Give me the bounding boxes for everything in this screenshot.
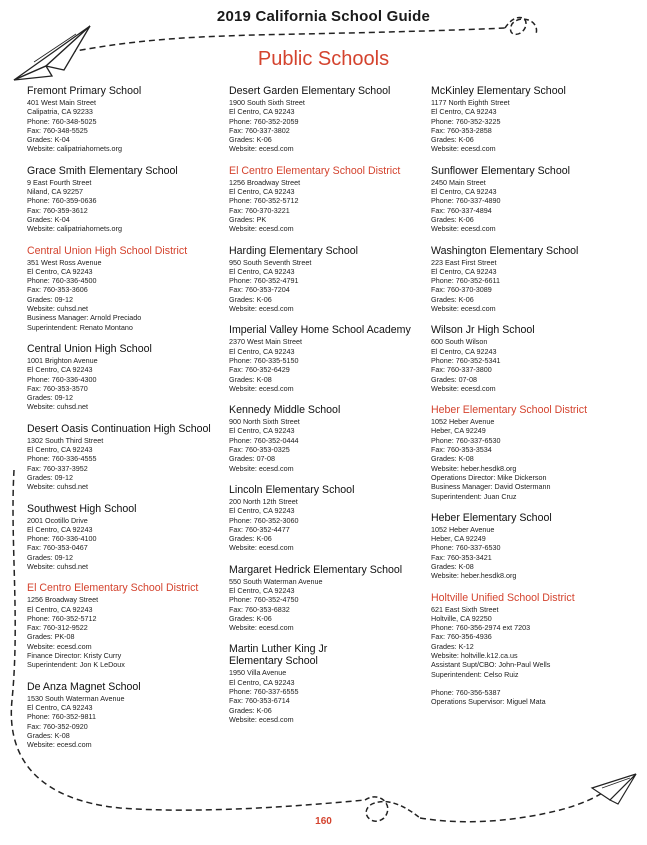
entry-detail-line: 1302 South Third Street: [27, 435, 104, 445]
entry-detail-line: 900 North Sixth Street: [229, 417, 300, 427]
entry-detail-line: El Centro, CA 92243: [229, 266, 295, 276]
entry-detail-line: Fax: 760-370-3221: [229, 205, 290, 215]
entry-detail-line: El Centro, CA 92243: [27, 524, 93, 534]
entry-detail-line: [431, 679, 641, 688]
entry-detail-line: Phone: 760-337-6555: [229, 687, 299, 697]
entry-detail-line: Grades: 07-08: [431, 374, 477, 384]
entry-detail-line: El Centro, CA 92243: [27, 445, 93, 455]
school-entry: [431, 324, 641, 393]
entry-detail-line: 1900 South Sixth Street: [229, 98, 305, 107]
entry-detail-line: Fax: 760-352-0920: [27, 721, 88, 731]
entry-detail-line: Phone: 760-352-9811: [27, 712, 97, 722]
entry-detail-line: Fax: 760-353-3421: [431, 552, 492, 562]
entry-detail-line: Fax: 760-359-3612: [27, 205, 88, 215]
school-entry: [229, 324, 429, 393]
entry-detail-line: Website: calipatriahornets.org: [27, 144, 122, 154]
entry-detail-line: Phone: 760-336-4555: [27, 454, 97, 464]
school-name: Lincoln Elementary School: [229, 483, 355, 496]
entry-detail-line: Phone: 760-356-2974 ext 7203: [431, 623, 531, 633]
entry-detail-line: Business Manager: David Ostermann: [431, 482, 551, 492]
school-entry: [229, 643, 429, 724]
entry-detail-line: Website: ecesd.com: [431, 224, 496, 234]
school-name: Desert Garden Elementary School: [229, 85, 391, 97]
district-name: El Centro Elementary School District: [229, 164, 401, 177]
entry-detail-line: 200 North 12th Street: [229, 496, 298, 506]
entry-detail-line: 351 West Ross Avenue: [27, 257, 102, 267]
entry-detail-line: Website: cuhsd.net: [27, 402, 88, 412]
entry-detail-line: Grades: K-08: [431, 561, 474, 571]
school-entry: [431, 85, 641, 154]
column-2: [229, 85, 429, 735]
school-entry: [229, 404, 429, 473]
entry-detail-line: Website: ecesd.com: [431, 383, 496, 393]
entry-detail-line: Fax: 760-353-0467: [27, 543, 88, 553]
entry-detail-line: Fax: 760-370-3089: [431, 285, 492, 295]
entry-detail-line: Fax: 760-352-6429: [229, 365, 290, 375]
entry-detail-line: Grades: 09-12: [27, 393, 73, 403]
entry-detail-line: Grades: K-08: [431, 454, 474, 464]
entry-detail-line: Grades: K-06: [431, 214, 474, 224]
entry-detail-line: Website: cuhsd.net: [27, 561, 88, 571]
entry-detail-line: 621 East Sixth Street: [431, 604, 499, 614]
entry-detail-line: El Centro, CA 92243: [229, 585, 295, 595]
entry-detail-line: El Centro, CA 92243: [229, 677, 295, 687]
entry-detail-line: 1256 Broadway Street: [229, 177, 301, 187]
column-1: [27, 85, 227, 760]
entry-detail-line: 1052 Heber Avenue: [431, 524, 495, 534]
school-name: Fremont Primary School: [27, 85, 142, 97]
entry-detail-line: Phone: 760-335-5150: [229, 355, 299, 365]
entry-detail-line: Holtville, CA 92250: [431, 613, 492, 623]
school-name: Kennedy Middle School: [229, 404, 341, 417]
entry-detail-line: Phone: 760-336-4500: [27, 276, 97, 286]
entry-detail-line: 2450 Main Street: [431, 177, 486, 187]
school-name: Washington Elementary School: [431, 244, 579, 257]
entry-detail-line: El Centro, CA 92243: [27, 702, 93, 712]
school-name: Desert Oasis Continuation High School: [27, 422, 211, 435]
entry-detail-line: Fax: 760-353-3534: [431, 445, 492, 455]
entry-detail-line: Grades: 07-08: [229, 454, 275, 464]
entry-detail-line: Website: ecesd.com: [229, 224, 294, 234]
entry-detail-line: El Centro, CA 92243: [27, 266, 93, 276]
entry-detail-line: El Centro, CA 92243: [431, 187, 497, 197]
entry-detail-line: Website: holtville.k12.ca.us: [431, 651, 518, 661]
entry-detail-line: Operations Supervisor: Miguel Mata: [431, 697, 546, 707]
school-name: McKinley Elementary School: [431, 85, 566, 97]
entry-detail-line: Fax: 760-353-3606: [27, 285, 88, 295]
school-name: Wilson Jr High School: [431, 324, 535, 337]
entry-detail-line: 550 South Waterman Avenue: [229, 576, 323, 586]
entry-detail-line: 2370 West Main Street: [229, 337, 302, 347]
entry-detail-line: Grades: K-06: [229, 534, 272, 544]
school-entry: [27, 423, 227, 492]
district-name: Holtville Unified School District: [431, 591, 575, 604]
school-entry: [431, 245, 641, 314]
entry-detail-line: Phone: 760-356-5387: [431, 687, 501, 697]
entry-detail-line: Grades: K-04: [27, 214, 70, 224]
guide-title: 2019 California School Guide: [216, 8, 431, 25]
entry-detail-line: El Centro, CA 92243: [229, 506, 295, 516]
entry-detail-line: El Centro, CA 92243: [27, 365, 93, 375]
school-entry: [229, 484, 429, 553]
entry-detail-line: El Centro, CA 92243: [229, 346, 295, 356]
entry-detail-line: El Centro, CA 92243: [431, 346, 497, 356]
entry-detail-line: Phone: 760-336-4300: [27, 374, 97, 384]
entry-detail-line: Website: ecesd.com: [229, 714, 294, 724]
entry-detail-line: Heber, CA 92249: [431, 534, 486, 544]
entry-detail-line: 1052 Heber Avenue: [431, 417, 495, 427]
school-entry: [229, 245, 429, 314]
entry-detail-line: Niland, CA 92257: [27, 187, 83, 197]
entry-detail-line: Grades: K-12: [431, 641, 474, 651]
entry-detail-line: El Centro, CA 92243: [431, 266, 497, 276]
entry-detail-line: Website: ecesd.com: [229, 623, 294, 633]
entry-detail-line: Phone: 760-336-4100: [27, 534, 97, 544]
entry-detail-line: Fax: 760-353-6714: [229, 696, 290, 706]
school-name: Heber Elementary School: [431, 511, 552, 524]
district-entry: [229, 165, 429, 234]
entry-detail-line: Phone: 760-337-6530: [431, 543, 501, 553]
paper-plane-icon-small: [590, 770, 638, 806]
column-3: [431, 85, 641, 718]
entry-detail-line: El Centro, CA 92243: [229, 426, 295, 436]
entry-detail-line: Phone: 760-352-5341: [431, 355, 501, 365]
entry-detail-line: Phone: 760-337-4890: [431, 196, 501, 206]
entry-detail-line: El Centro, CA 92243: [431, 107, 497, 117]
district-entry: [27, 582, 227, 669]
entry-detail-line: 1177 North Eighth Street: [431, 98, 510, 107]
entry-detail-line: Fax: 760-337-3952: [27, 463, 88, 473]
entry-detail-line: Grades: K-06: [431, 294, 474, 304]
entry-detail-line: Fax: 760-337-4894: [431, 205, 492, 215]
entry-detail-line: Fax: 760-353-3570: [27, 383, 88, 393]
entry-detail-line: Website: ecesd.com: [229, 383, 294, 393]
entry-detail-line: Grades: PK-08: [27, 632, 75, 642]
entry-detail-line: Website: cuhsd.net: [27, 304, 88, 314]
entry-detail-line: Website: ecesd.com: [229, 144, 294, 154]
entry-detail-line: Superintendent: Renato Montano: [27, 322, 133, 332]
entry-detail-line: Grades: K-06: [229, 294, 272, 304]
entry-detail-line: Phone: 760-352-3060: [229, 515, 299, 525]
entry-detail-line: Grades: K-08: [27, 730, 70, 740]
entry-detail-line: Phone: 760-348-5025: [27, 116, 97, 126]
entry-detail-line: Website: ecesd.com: [229, 304, 294, 314]
entry-detail-line: Website: ecesd.com: [27, 740, 92, 750]
entry-detail-line: Fax: 760-348-5525: [27, 125, 88, 135]
school-name: Imperial Valley Home School Academy: [229, 324, 411, 337]
entry-detail-line: Phone: 760-352-5712: [27, 613, 97, 623]
entry-detail-line: 1256 Broadway Street: [27, 595, 99, 605]
entry-detail-line: Superintendent: Juan Cruz: [431, 491, 517, 501]
district-name: Central Union High School District: [27, 244, 188, 257]
entry-detail-line: Website: heber.hesdk8.org: [431, 571, 517, 581]
school-entry: [27, 343, 227, 412]
entry-detail-line: 600 South Wilson: [431, 337, 488, 347]
entry-detail-line: Website: calipatriahornets.org: [27, 224, 122, 234]
entry-detail-line: Website: ecesd.com: [229, 463, 294, 473]
district-name: Heber Elementary School District: [431, 404, 588, 417]
entry-detail-line: Superintendent: Jon K LeDoux: [27, 660, 125, 670]
school-name: Martin Luther King Jr Elementary School: [229, 643, 328, 668]
entry-detail-line: Phone: 760-337-6530: [431, 435, 501, 445]
entry-detail-line: Fax: 760-353-0325: [229, 445, 290, 455]
entry-detail-line: Grades: K-06: [229, 613, 272, 623]
school-name: Sunflower Elementary School: [431, 164, 570, 177]
entry-detail-line: Operations Director: Mike Dickerson: [431, 472, 547, 482]
entry-detail-line: Website: cuhsd.net: [27, 482, 88, 492]
school-entry: [27, 503, 227, 572]
entry-detail-line: Fax: 760-353-2858: [431, 125, 492, 135]
entry-detail-line: 2001 Ocotillo Drive: [27, 515, 88, 525]
entry-detail-line: 9 East Fourth Street: [27, 177, 92, 187]
entry-detail-line: Fax: 760-356-4936: [431, 632, 492, 642]
entry-detail-line: 1530 South Waterman Avenue: [27, 693, 125, 703]
section-title: Public Schools: [257, 48, 390, 70]
entry-detail-line: Website: ecesd.com: [431, 144, 496, 154]
school-entry: [431, 512, 641, 581]
entry-detail-line: Phone: 760-352-0444: [229, 435, 299, 445]
entry-detail-line: Fax: 760-337-3800: [431, 365, 492, 375]
entry-detail-line: Phone: 760-359-0636: [27, 196, 97, 206]
entry-detail-line: Heber, CA 92249: [431, 426, 486, 436]
district-entry: [431, 404, 641, 501]
school-name: Margaret Hedrick Elementary School: [229, 563, 403, 576]
entry-detail-line: Website: heber.hesdk8.org: [431, 463, 517, 473]
school-name: Southwest High School: [27, 502, 137, 515]
entry-detail-line: Grades: K-06: [229, 135, 272, 145]
entry-detail-line: Grades: K-04: [27, 135, 70, 145]
entry-detail-line: Calipatria, CA 92233: [27, 107, 93, 117]
entry-detail-line: Fax: 760-337-3802: [229, 125, 290, 135]
district-entry: [27, 245, 227, 332]
entry-detail-line: Phone: 760-352-6611: [431, 276, 501, 286]
school-entry: [27, 681, 227, 750]
entry-detail-line: Fax: 760-353-7204: [229, 285, 290, 295]
entry-detail-line: Phone: 760-352-3225: [431, 116, 501, 126]
entry-detail-line: 401 West Main Street: [27, 98, 96, 107]
entry-detail-line: El Centro, CA 92243: [229, 187, 295, 197]
school-entry: [229, 85, 429, 154]
entry-detail-line: Phone: 760-352-4791: [229, 276, 299, 286]
entry-detail-line: Finance Director: Kristy Curry: [27, 651, 122, 661]
entry-detail-line: 950 South Seventh Street: [229, 257, 312, 267]
district-name: El Centro Elementary School District: [27, 582, 199, 595]
entry-detail-line: El Centro, CA 92243: [229, 107, 295, 117]
entry-detail-line: Grades: PK: [229, 214, 267, 224]
school-name: Harding Elementary School: [229, 244, 358, 257]
entry-detail-line: 1001 Brighton Avenue: [27, 355, 98, 365]
entry-detail-line: Grades: 09-12: [27, 294, 73, 304]
entry-detail-line: El Centro, CA 92243: [27, 604, 93, 614]
school-entry: [27, 85, 227, 154]
entry-detail-line: Assistant Supt/CBO: John-Paul Wells: [431, 660, 551, 670]
entry-detail-line: Website: ecesd.com: [431, 304, 496, 314]
school-entry: [229, 564, 429, 633]
entry-detail-line: Grades: 09-12: [27, 552, 73, 562]
entry-detail-line: 223 East First Street: [431, 257, 497, 267]
entry-detail-line: Superintendent: Celso Ruiz: [431, 669, 519, 679]
entry-detail-line: Website: ecesd.com: [229, 543, 294, 553]
school-entry: [431, 165, 641, 234]
entry-detail-line: Fax: 760-352-4477: [229, 524, 290, 534]
entry-detail-line: 1950 Villa Avenue: [229, 668, 287, 678]
school-name: Central Union High School: [27, 342, 152, 355]
school-entry: [27, 165, 227, 234]
entry-detail-line: Phone: 760-352-2059: [229, 116, 299, 126]
entry-detail-line: Phone: 760-352-4750: [229, 595, 299, 605]
entry-detail-line: Business Manager: Arnold Preciado: [27, 313, 142, 323]
entry-detail-line: Grades: 09-12: [27, 472, 73, 482]
entry-detail-line: Fax: 760-353-6832: [229, 604, 290, 614]
district-entry: [431, 592, 641, 707]
entry-detail-line: Website: ecesd.com: [27, 641, 92, 651]
page-number: 160: [315, 816, 332, 827]
entry-detail-line: Fax: 760-312-9522: [27, 623, 88, 633]
entry-detail-line: Grades: K-06: [431, 135, 474, 145]
entry-detail-line: Grades: K-08: [229, 374, 272, 384]
school-name: De Anza Magnet School: [27, 680, 141, 693]
entry-detail-line: Phone: 760-352-5712: [229, 196, 299, 206]
school-name: Grace Smith Elementary School: [27, 164, 178, 177]
entry-detail-line: Grades: K-06: [229, 705, 272, 715]
